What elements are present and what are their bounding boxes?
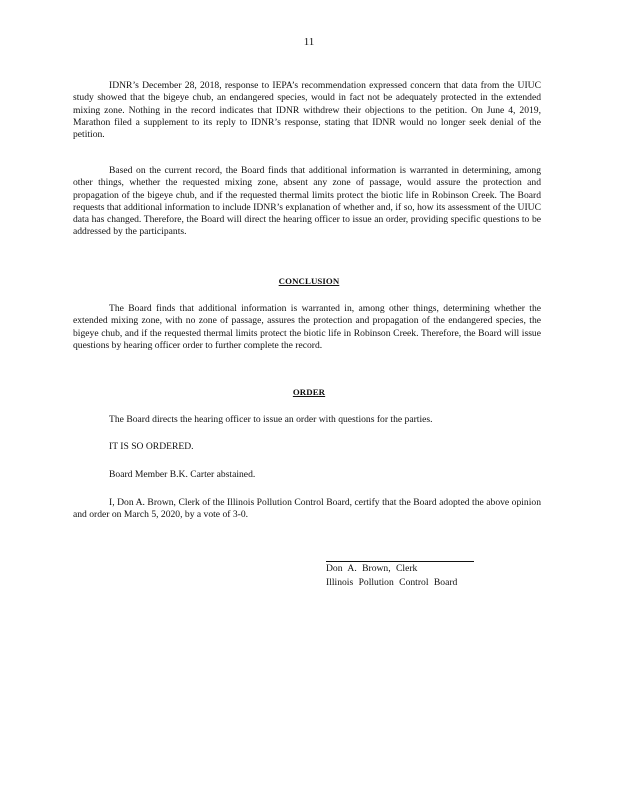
- paragraph-idnr-response: IDNR’s December 28, 2018, response to IEPA’s recommendation expressed concern that data from the UIUC study showed that the bigeye chub, an endangered species, would in fact not be adequately protected in the extended mixing zone. Nothing in the record indicates that IDNR withdrew their objections to the petition. On June 4, 2019, Marathon filed a supplement to its reply to IDNR’s response, stating that IDNR would no longer seek denial of the petition.: [73, 80, 541, 141]
- page-number: 11: [303, 36, 315, 48]
- heading-conclusion: CONCLUSION: [278, 276, 340, 286]
- signature-name: Don A. Brown, Clerk: [326, 563, 418, 574]
- signature-organization: Illinois Pollution Control Board: [326, 577, 458, 588]
- signature-line: [326, 561, 474, 562]
- paragraph-order-directive: The Board directs the hearing officer to issue an order with questions for the parties.: [109, 414, 433, 425]
- paragraph-board-finds: Based on the current record, the Board finds that additional information is warranted in determining, among other things, whether the requested mixing zone, absent any zone of passage, would assure the protection and propagation of the bigeye chub, and if the requested thermal limits protect the biotic life in Robinson Creek. The Board requests that additional information to include IDNR’s explanation of whether and, if so, how its assessment of the UIUC data has changed. Therefore, the Board will direct the hearing officer to issue an order, providing specific questions to be addressed by the participants.: [73, 165, 541, 238]
- abstained-text: Board Member B.K. Carter abstained.: [109, 469, 256, 480]
- paragraph-conclusion: The Board finds that additional information is warranted in, among other things, determining whether the extended mixing zone, with no zone of passage, assures the protection and propagation of the endangered species, the bigeye chub, and if the requested thermal limits protect the biotic life in Robinson Creek. Therefore, the Board will issue questions by hearing officer order to further complete the record.: [73, 303, 541, 351]
- so-ordered-text: IT IS SO ORDERED.: [109, 441, 194, 452]
- paragraph-certification: I, Don A. Brown, Clerk of the Illinois Pollution Control Board, certify that the Board adopted the above opinion and order on March 5, 2020, by a vote of 3-0.: [73, 497, 541, 521]
- heading-order: ORDER: [292, 387, 326, 397]
